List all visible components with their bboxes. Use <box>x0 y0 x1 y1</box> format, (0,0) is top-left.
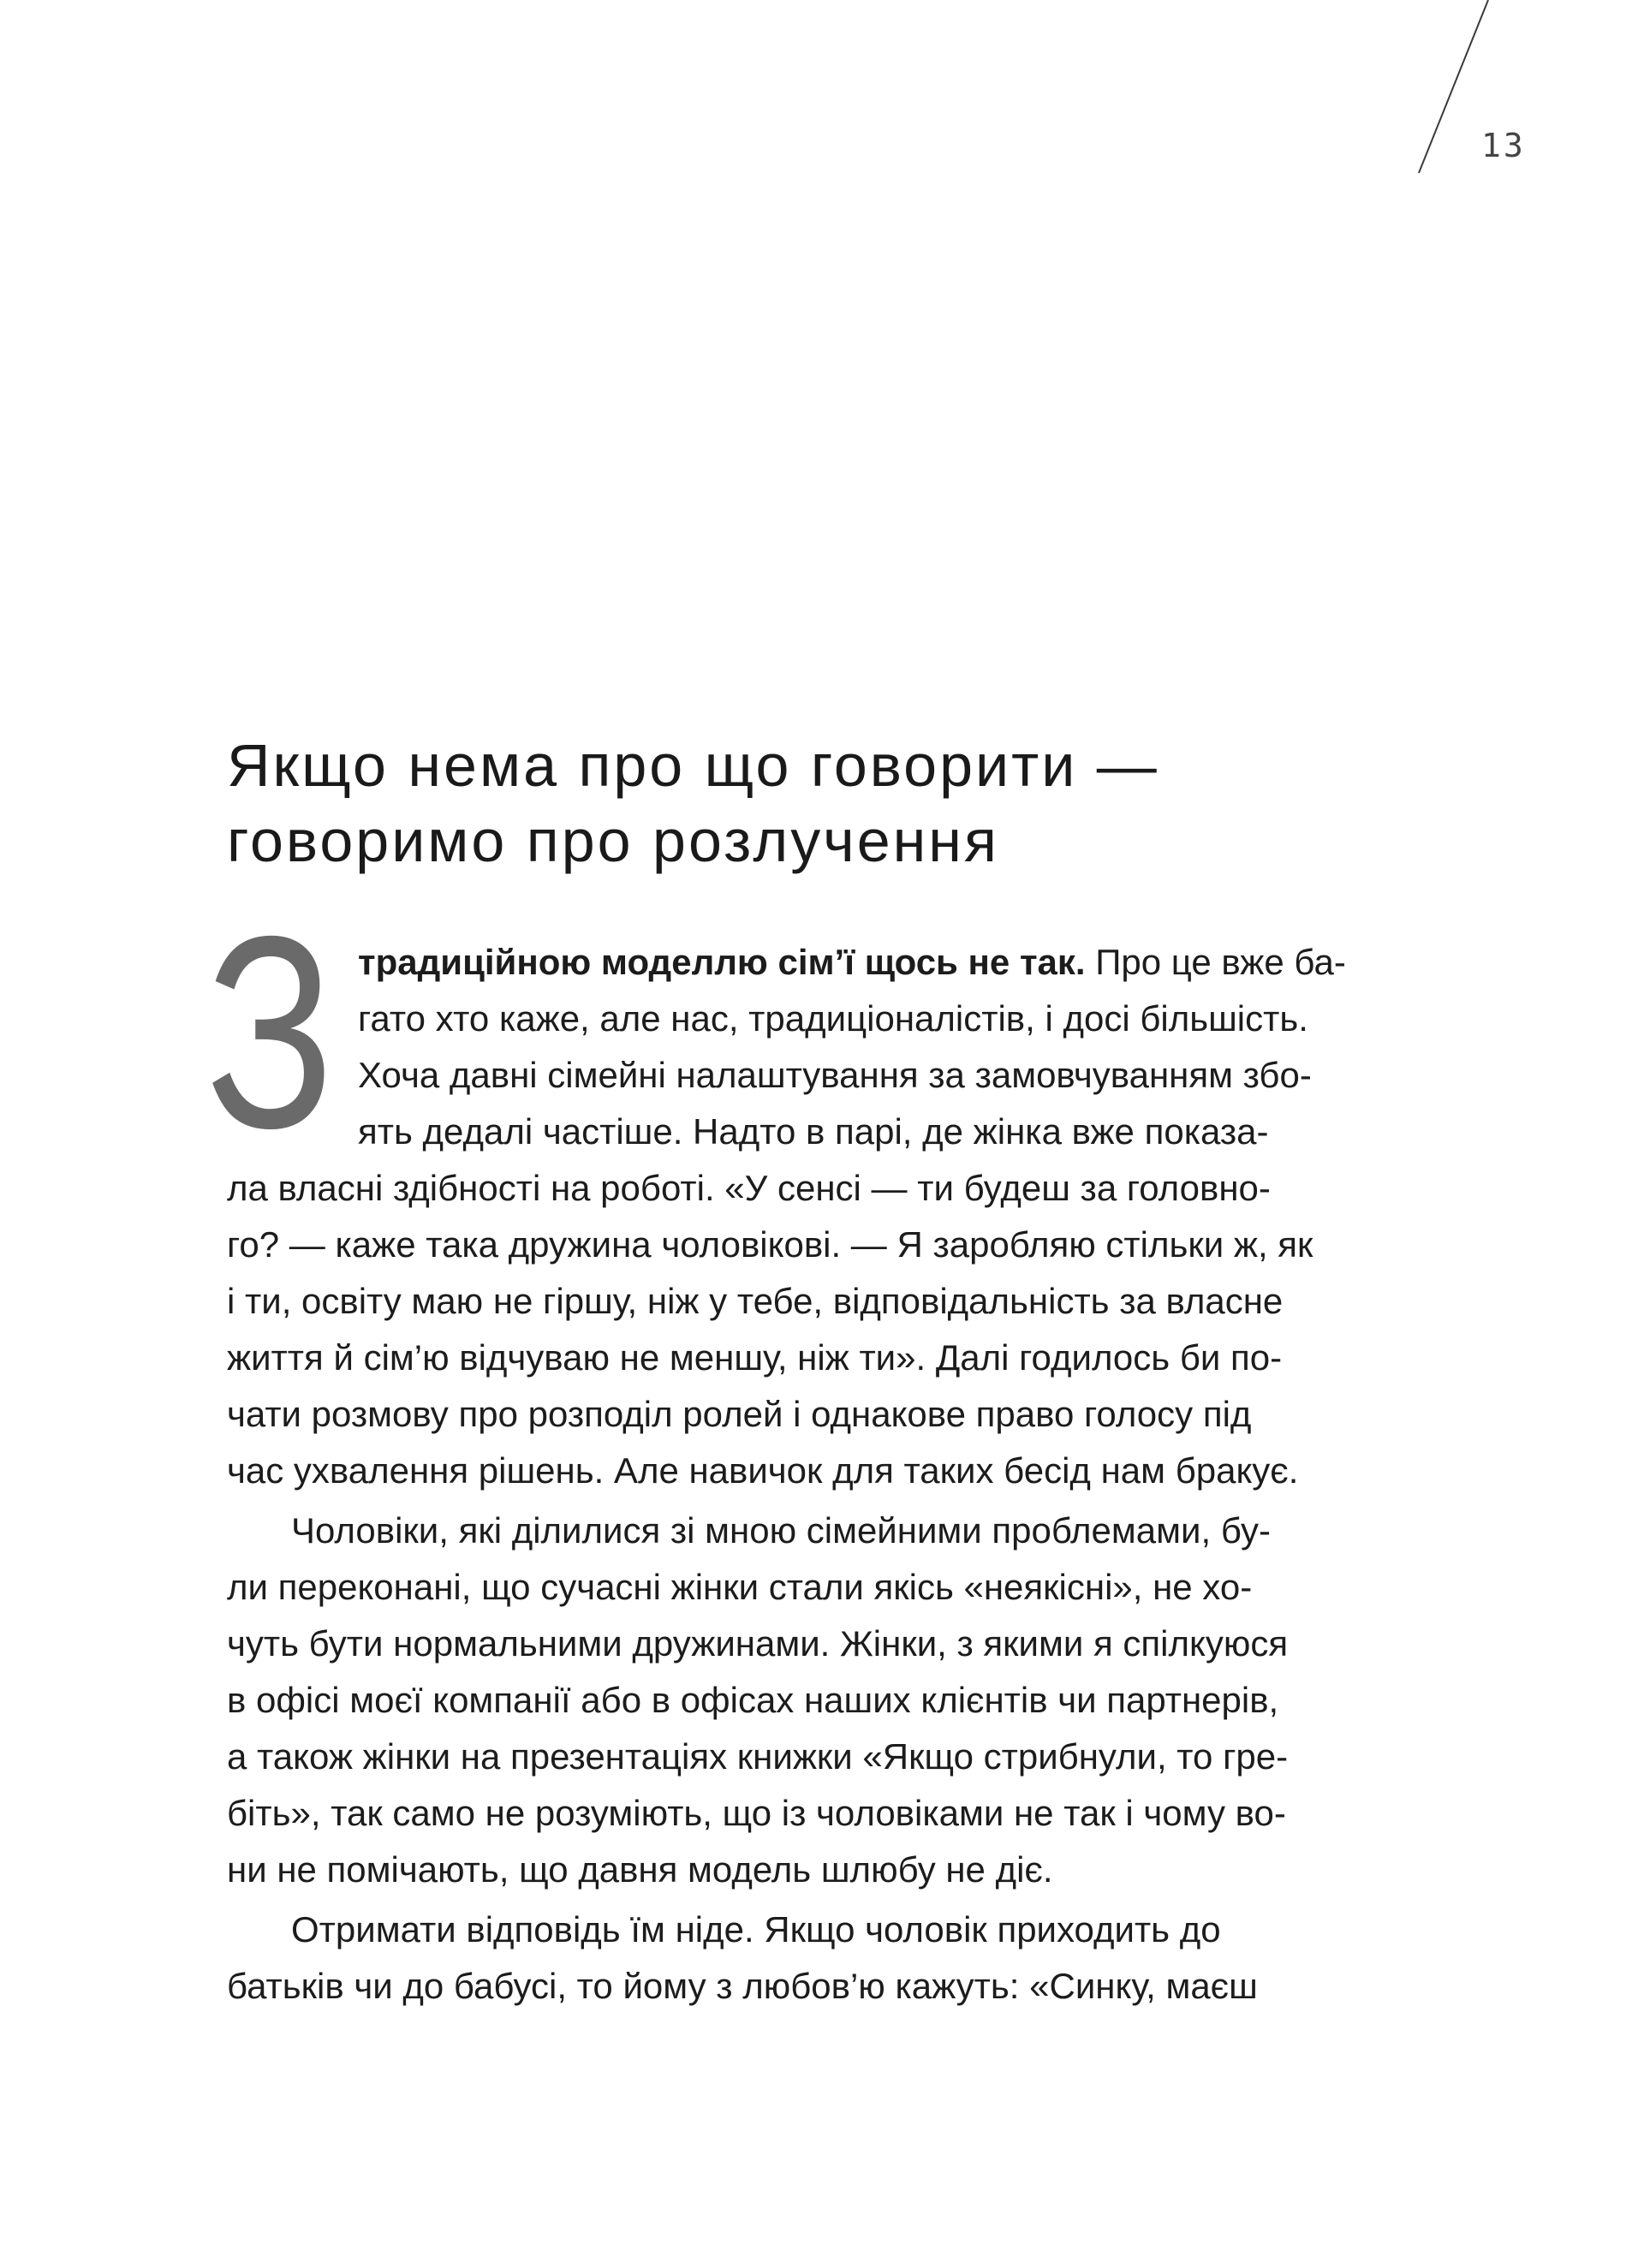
paragraph-line: біть», так само не розуміють, що із чоловіками не так і чому во- <box>227 1793 1286 1833</box>
paragraph-line: а також жінки на презентаціях книжки «Якщо стрибнули, то гре- <box>227 1736 1289 1777</box>
bold-lead-in: традиційною моделлю сім’ї щось не так. <box>358 942 1086 982</box>
chapter-title <box>227 728 1159 878</box>
paragraph-line: ни не помічають, що давня модель шлюбу не діє. <box>227 1849 1053 1890</box>
paragraph-line: ять дедалі частіше. Надто в парі, де жінка вже показа- <box>358 1111 1269 1152</box>
paragraph-line: чуть бути нормальними дружинами. Жінки, з якими я спілкуюся <box>227 1623 1289 1664</box>
paragraph-line: го? — каже така дружина чоловікові. — Я заробляю стільки ж, як <box>227 1224 1313 1265</box>
paragraph-line: ла власні здібності на роботі. «У сенсі — ти будеш за головно- <box>227 1168 1271 1208</box>
paragraph-line: ли переконані, що сучасні жінки стали якісь «неякісні», не хо- <box>227 1567 1253 1607</box>
paragraph-line: життя й сім’ю відчуваю не меншу, ніж ти». Далі годилось би по- <box>227 1337 1283 1378</box>
paragraph-line: Отримати відповідь їм ніде. Якщо чоловік приходить до <box>291 1909 1221 1950</box>
paragraph-line: в офісі моєї компанії або в офісах наших клієнтів чи партнерів, <box>227 1680 1279 1720</box>
chapter-title-line-2: говоримо про розлучення <box>227 807 999 874</box>
paragraph-line: Хоча давні сімейні налаштування за замовчуванням збо- <box>358 1055 1312 1095</box>
paragraph-line: Чоловіки, які ділилися зі мною сімейними проблемами, бу- <box>291 1510 1271 1551</box>
diagonal-rule <box>1419 0 1488 173</box>
chapter-title-line-1: Якщо нема про що говорити — <box>227 732 1159 799</box>
corner-decoration <box>0 0 1644 223</box>
page-number: 13 <box>1481 127 1526 164</box>
paragraph-line: гато хто каже, але нас, традиціоналістів, і досі більшість. <box>358 998 1308 1039</box>
paragraph-line: час ухвалення рішень. Але навичок для таких бесід нам бракує. <box>227 1450 1299 1491</box>
paragraph-line: батьків чи до бабусі, то йому з любов’ю кажуть: «Синку, маєш <box>227 1966 1258 2006</box>
paragraph-line: і ти, освіту маю не гіршу, ніж у тебе, відповідальність за власне <box>227 1281 1284 1321</box>
paragraph-line: чати розмову про розподіл ролей і однакове право голосу під <box>227 1394 1252 1434</box>
paragraph-line: традиційною моделлю сім’ї щось не так. Про це вже ба- <box>358 942 1346 982</box>
drop-cap: З <box>206 878 335 1185</box>
